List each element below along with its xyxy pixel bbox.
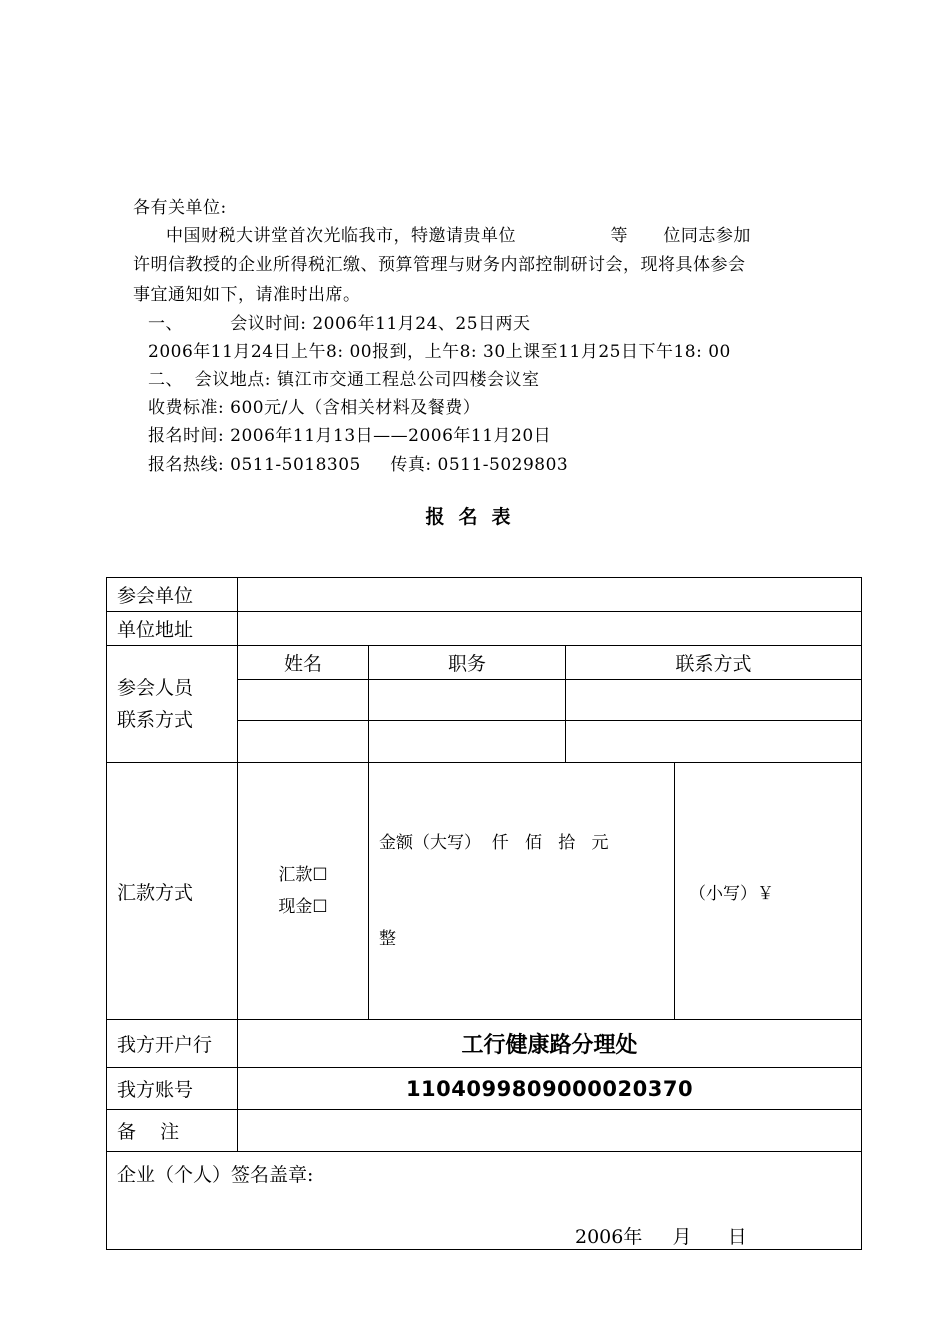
unit-field[interactable] [238,578,862,612]
account-label: 我方账号 [107,1068,238,1110]
letter-paragraph-line-3: 事宜通知如下，请准时出席。 [133,285,361,305]
attendee-name-field-2[interactable] [238,721,369,763]
amount-capitals-cell[interactable] [369,763,675,1020]
attendee-name-field-1[interactable] [238,680,369,721]
attendee-position-field-2[interactable] [369,721,566,763]
attendee-label [107,646,238,763]
unit-label: 参会单位 [107,578,238,612]
address-field[interactable] [238,612,862,646]
attendee-contact-field-1[interactable] [566,680,862,721]
signature-label: 企业（个人）签名盖章: [117,1164,314,1186]
amount-capitals-line-2: 整 [379,929,396,949]
registration-hotline: 报名热线: 0511-5018305 传真: 0511-5029803 [148,455,569,475]
bank-value: 工行健康路分理处 [238,1020,862,1068]
payment-cash-checkbox[interactable]: 现金☐ [278,897,328,917]
column-header-name: 姓名 [238,646,369,680]
payment-remit-checkbox[interactable]: 汇款☐ [278,865,328,885]
payment-method-cell [238,763,369,1020]
address-label: 单位地址 [107,612,238,646]
signature-date: 2006年 月 日 [575,1226,747,1248]
registration-form [106,577,862,1250]
registration-time: 报名时间: 2006年11月13日——2006年11月20日 [148,426,552,446]
remark-label: 备 注 [107,1110,238,1152]
payment-label: 汇款方式 [107,763,238,1020]
meeting-location: 二、 会议地点: 镇江市交通工程总公司四楼会议室 [148,370,540,390]
amount-small-field[interactable]: （小写）￥ [675,763,862,1020]
attendee-label-line-1: 参会人员 [117,677,194,699]
signature-cell[interactable] [107,1152,862,1250]
letter-paragraph-line-2: 许明信教授的企业所得税汇缴、预算管理与财务内部控制研讨会，现将具体参会 [133,255,746,275]
meeting-time-detail: 2006年11月24日上午8: 00报到，上午8: 30上课至11月25日下午18: 00 [148,342,731,362]
attendee-label-line-2: 联系方式 [117,709,194,731]
account-value: 1104099809000020370 [238,1068,862,1110]
meeting-time: 一、 会议时间: 2006年11月24、25日两天 [148,314,531,334]
letter-paragraph-line-1: 中国财税大讲堂首次光临我市，特邀请贵单位 等 位同志参加 [166,226,751,246]
amount-capitals-line-1: 金额（大写） 仟 佰 拾 元 [379,833,609,853]
column-header-position: 职务 [369,646,566,680]
column-header-contact: 联系方式 [566,646,862,680]
attendee-position-field-1[interactable] [369,680,566,721]
attendee-contact-field-2[interactable] [566,721,862,763]
form-title: 报名表 [425,506,525,528]
letter-salutation: 各有关单位: [133,198,227,218]
fee-standard: 收费标准: 600元/人（含相关材料及餐费） [148,398,481,418]
remark-field[interactable] [238,1110,862,1152]
bank-label: 我方开户行 [107,1020,238,1068]
